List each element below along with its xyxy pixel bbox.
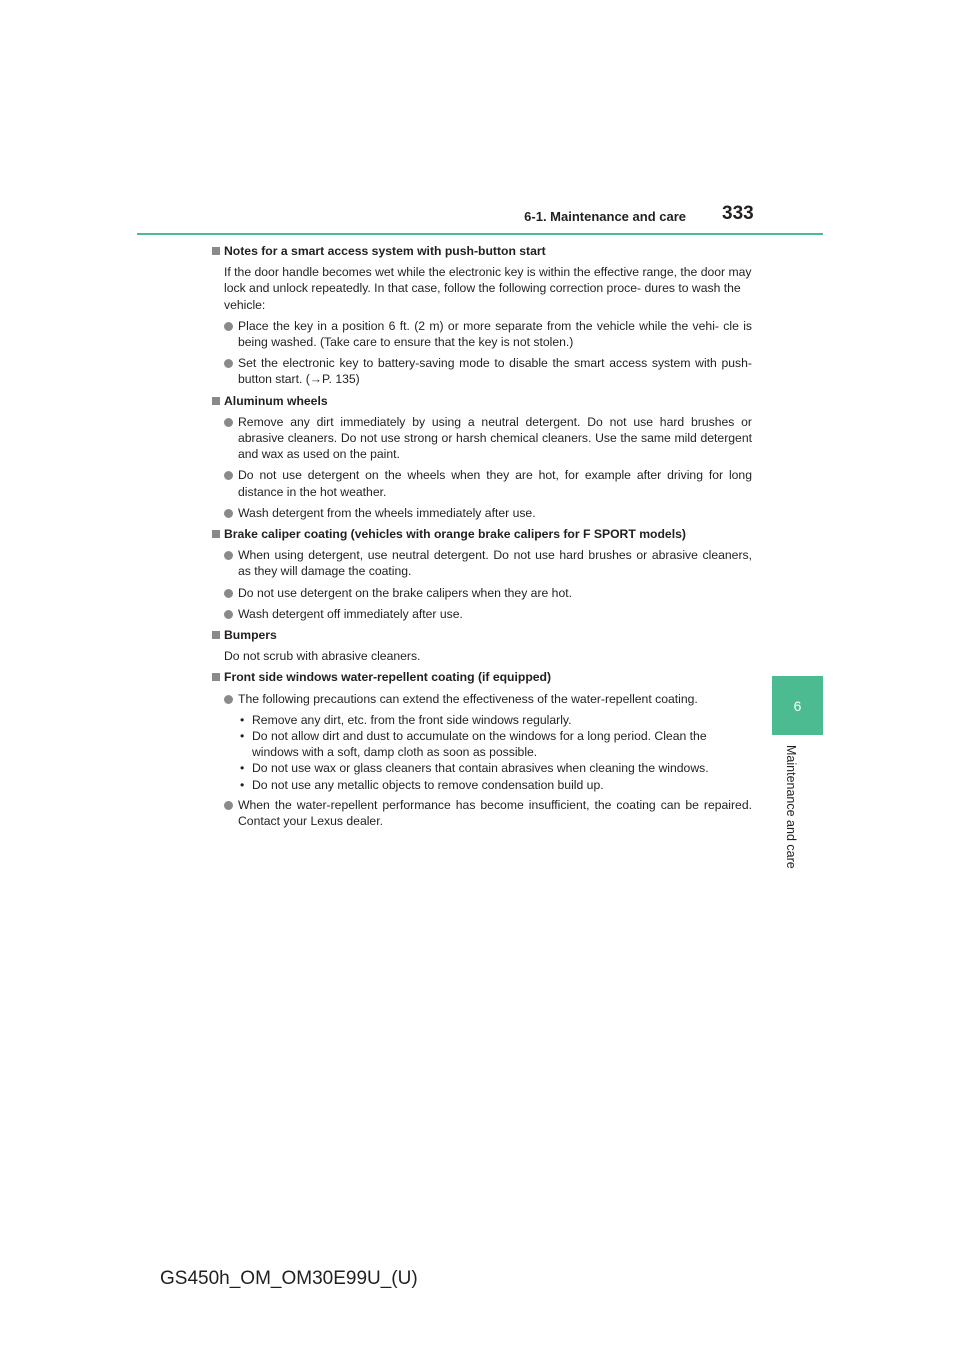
section-title: Brake caliper coating (vehicles with orange brake calipers for F SPORT models) [224, 527, 686, 542]
list-item-text: When using detergent, use neutral detergent. Do not use hard brushes or abrasive cleaners, as they will damage the coating. [238, 548, 752, 579]
list-item-text: Place the key in a position 6 ft. (2 m) or more separate from the vehicle while the vehi- cle is being washed. (Take care to ensure that the key is not stolen.) [238, 318, 752, 350]
list-item-text: Remove any dirt immediately by using a neutral detergent. Do not use hard brushes or abrasive cleaners. Do not use strong or harsh chemical cleaners. Use the same mild detergent and wax as used on the paint. [238, 414, 752, 462]
section-brake-caliper [210, 526, 752, 622]
circle-bullet-icon [224, 471, 233, 480]
section-bumpers [210, 627, 752, 664]
dot-bullet-icon: • [240, 729, 245, 744]
section-water-repellent [210, 669, 752, 829]
sub-list-item-text: Do not allow dirt and dust to accumulate on the windows for a long period. Clean the windows with a soft, damp cloth as soon as possible. [252, 729, 707, 760]
list-item-text: The following precautions can extend the effectiveness of the water-repellent coating. [238, 691, 698, 706]
sub-list-item [238, 760, 752, 776]
list-item [224, 414, 752, 463]
list-item-text: Do not use detergent on the wheels when they are hot, for example after driving for long distance in the hot weather. [238, 468, 752, 499]
list-item-text: Set the electronic key to battery-saving mode to disable the smart access system with push-button start. (→P. 135) [238, 356, 752, 387]
list-item [224, 606, 752, 622]
square-marker-icon [212, 530, 220, 538]
list-item [224, 547, 752, 579]
section-aluminum-wheels [210, 393, 752, 521]
list-item-text: Wash detergent from the wheels immediately after use. [238, 505, 536, 520]
page-content [210, 243, 752, 834]
list-item [224, 797, 752, 829]
square-marker-icon [212, 397, 220, 405]
sub-list-item [238, 728, 752, 760]
sub-list [238, 712, 752, 793]
sub-list-item [238, 712, 752, 728]
square-marker-icon [212, 673, 220, 681]
section-title: Notes for a smart access system with push-button start [224, 244, 546, 258]
circle-bullet-icon [224, 695, 233, 704]
section-paragraph: If the door handle becomes wet while the electronic key is within the effective range, the door may lock and unlock repeatedly. In that case, follow the following correction proce- dures to wash the vehicle: [224, 265, 752, 312]
chapter-side-label: Maintenance and care [784, 745, 798, 869]
list-item [224, 467, 752, 499]
dot-bullet-icon: • [240, 712, 245, 727]
list-item [224, 318, 752, 350]
dot-bullet-icon: • [240, 761, 245, 776]
circle-bullet-icon [224, 509, 233, 518]
circle-bullet-icon [224, 418, 233, 427]
header-section-title: 6-1. Maintenance and care [524, 209, 686, 224]
dot-bullet-icon: • [240, 777, 245, 792]
circle-bullet-icon [224, 801, 233, 810]
section-title: Front side windows water-repellent coating (if equipped) [224, 670, 552, 685]
circle-bullet-icon [224, 322, 233, 331]
circle-bullet-icon [224, 610, 233, 619]
list-item-text: When the water-repellent performance has become insufficient, the coating can be repaired. Contact your Lexus dealer. [238, 797, 752, 829]
section-paragraph: Do not scrub with abrasive cleaners. [224, 649, 421, 664]
list-item [224, 585, 752, 601]
list-item-text: Wash detergent off immediately after use. [238, 606, 463, 621]
chapter-tab [772, 676, 823, 735]
list-item [224, 505, 752, 521]
chapter-number: 6 [793, 697, 802, 714]
sub-list-item-text: Do not use wax or glass cleaners that contain abrasives when cleaning the windows. [252, 761, 709, 776]
header-rule [137, 233, 823, 235]
sub-list-item [238, 777, 752, 793]
sub-list-item-text: Do not use any metallic objects to remove condensation build up. [252, 777, 604, 792]
circle-bullet-icon [224, 359, 233, 368]
list-item-text: Do not use detergent on the brake calipers when they are hot. [238, 585, 573, 600]
footer-doc-code: GS450h_OM_OM30E99U_(U) [160, 1268, 418, 1289]
list-item [224, 691, 752, 707]
list-item [224, 355, 752, 387]
square-marker-icon [212, 631, 220, 639]
square-marker-icon [212, 247, 220, 255]
circle-bullet-icon [224, 589, 233, 598]
sub-list-item-text: Remove any dirt, etc. from the front side windows regularly. [252, 712, 572, 727]
section-title: Bumpers [224, 628, 277, 643]
circle-bullet-icon [224, 551, 233, 560]
section-smart-access [210, 243, 752, 388]
section-title: Aluminum wheels [224, 393, 328, 408]
page-number: 333 [722, 203, 754, 224]
